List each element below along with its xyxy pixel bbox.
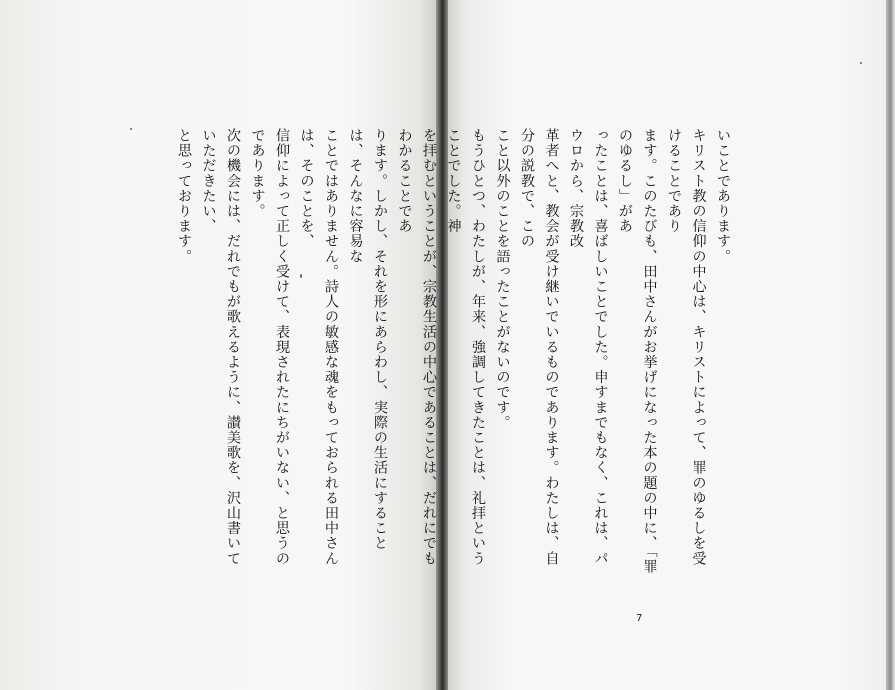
text-line: 革者へと、教会が受け継いでいるものであります。わたしは、自分の説教で、この [519,128,560,566]
text-line: ったことは、喜ばしいことでした。申すまでもなく、これは、パウロから、宗教改 [568,128,609,566]
paper-speck [130,128,132,130]
text-line: 信仰によって正しく受けて、表現されたにちがいない、と思うのであります。 [249,128,290,566]
text-line: もうひとつ、わたしが、年来、強調してきたことは、礼拝ということでした。神 [445,128,486,566]
text-line: ります。しかし、それを形にあらわし、実際の生活にすることは、そんなに容易な [347,128,388,551]
text-line: いことであります。 [715,128,731,264]
text-line: 次の機会には、だれでもが歌えるように、讃美歌を、沢山書いていただきたい、 [200,128,241,566]
text-line: こと以外のことを語ったことがないのです。 [494,128,511,430]
text-line: と思っております。 [176,128,192,264]
text-line: ます。このたびも、田中さんがお挙げになった本の題の中に、「罪のゆるし」があ [617,128,658,574]
page-number: 7 [636,613,643,624]
page-edge [886,0,895,690]
paper-speck [860,62,862,64]
text-line: キリスト教の信仰の中心は、キリストによって、罪のゆるしを受けることであり [666,128,707,566]
page-body-text [172,128,736,578]
text-line: ことではありません。詩人の敏感な魂をもっておられる田中さんは、そのことを、 [298,128,339,566]
text-line: を拝むということが、宗教生活の中心であることは、だれにでもわかることであ [396,128,437,566]
